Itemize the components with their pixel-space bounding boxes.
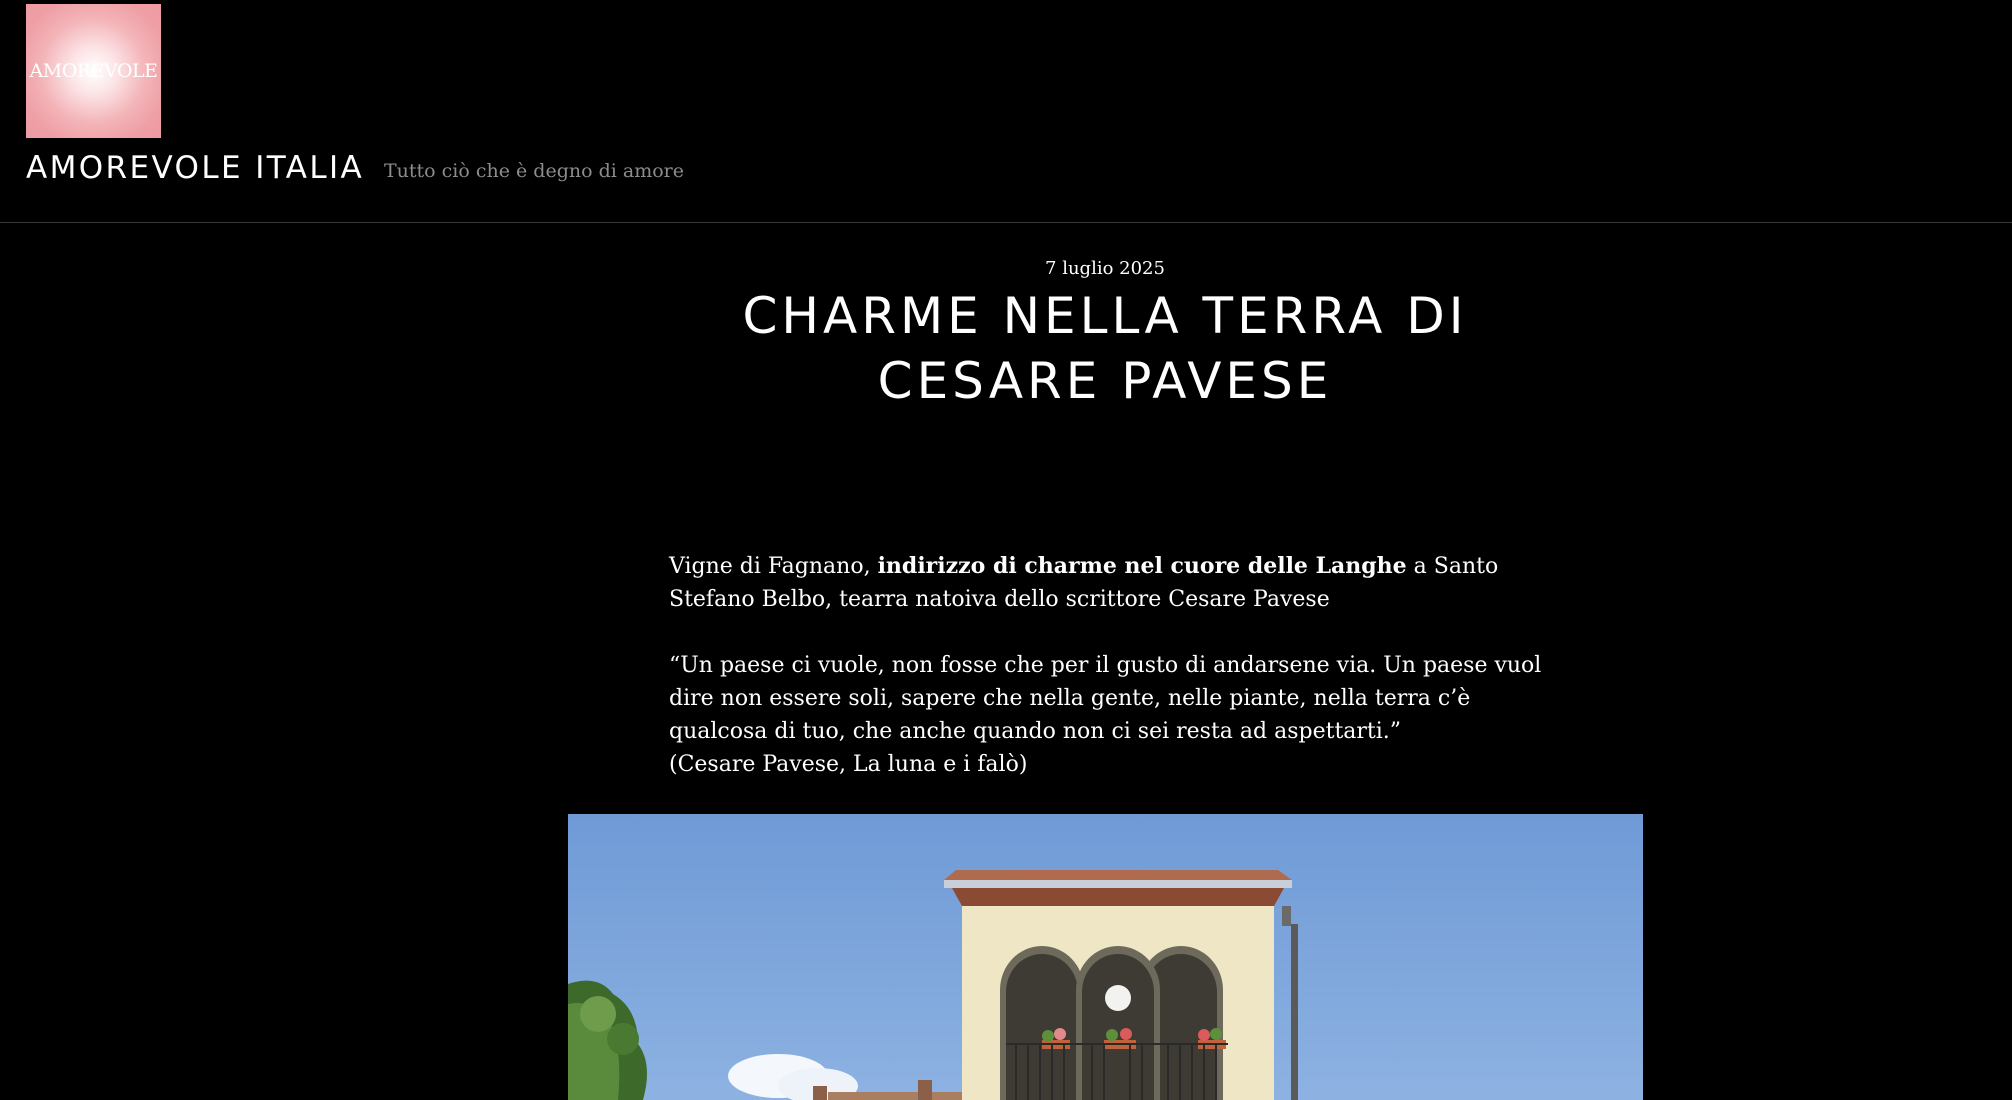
roof-gutter xyxy=(944,880,1292,888)
flower xyxy=(1042,1030,1054,1042)
chimney xyxy=(918,1080,932,1100)
post-intro xyxy=(669,550,1549,616)
tree-foliage xyxy=(607,1023,639,1055)
post-quote: “Un paese ci vuole, non fosse che per il gusto di andarsene via. Un paese vuol dire non essere soli, sapere che nella gente, nelle piante, nella terra c’è qualcosa di tuo, che anche quando non ci sei resta ad aspettarti.” xyxy=(669,653,1542,744)
hanging-lamp xyxy=(1105,985,1131,1011)
flower xyxy=(1198,1029,1210,1041)
post-photo-villa xyxy=(568,814,1643,1100)
drainpipe-head xyxy=(1282,906,1291,926)
drainpipe xyxy=(1291,924,1298,1100)
tower-roof xyxy=(944,870,1292,880)
site-title-link[interactable]: AMOREVOLE ITALIA xyxy=(26,150,365,186)
roof-cornice xyxy=(952,888,1284,906)
post-body xyxy=(669,550,1549,781)
post-date: 7 luglio 2025 xyxy=(1045,258,1165,279)
villa-illustration xyxy=(568,814,1643,1100)
site-logo[interactable] xyxy=(26,4,161,138)
chimney xyxy=(813,1086,827,1100)
flower xyxy=(1120,1028,1132,1040)
intro-bold: indirizzo di charme nel cuore delle Langhe xyxy=(877,553,1407,579)
intro-start: Vigne di Fagnano, xyxy=(669,554,878,579)
tree-foliage xyxy=(580,996,616,1032)
flower xyxy=(1106,1029,1118,1041)
logo-text: AMOREVOLE xyxy=(29,60,158,82)
site-tagline: Tutto ciò che è degno di amore xyxy=(384,160,684,182)
post-quote-source: (Cesare Pavese, La luna e i falò) xyxy=(669,752,1028,777)
flower xyxy=(1054,1028,1066,1040)
flower xyxy=(1210,1028,1222,1040)
site-header xyxy=(0,0,2012,223)
post-title: CHARME NELLA TERRA DI CESARE PAVESE xyxy=(742,287,1468,410)
intro-end: a Santo Stefano Belbo, tearra natoiva dello scrittore Cesare Pavese xyxy=(669,554,1499,612)
